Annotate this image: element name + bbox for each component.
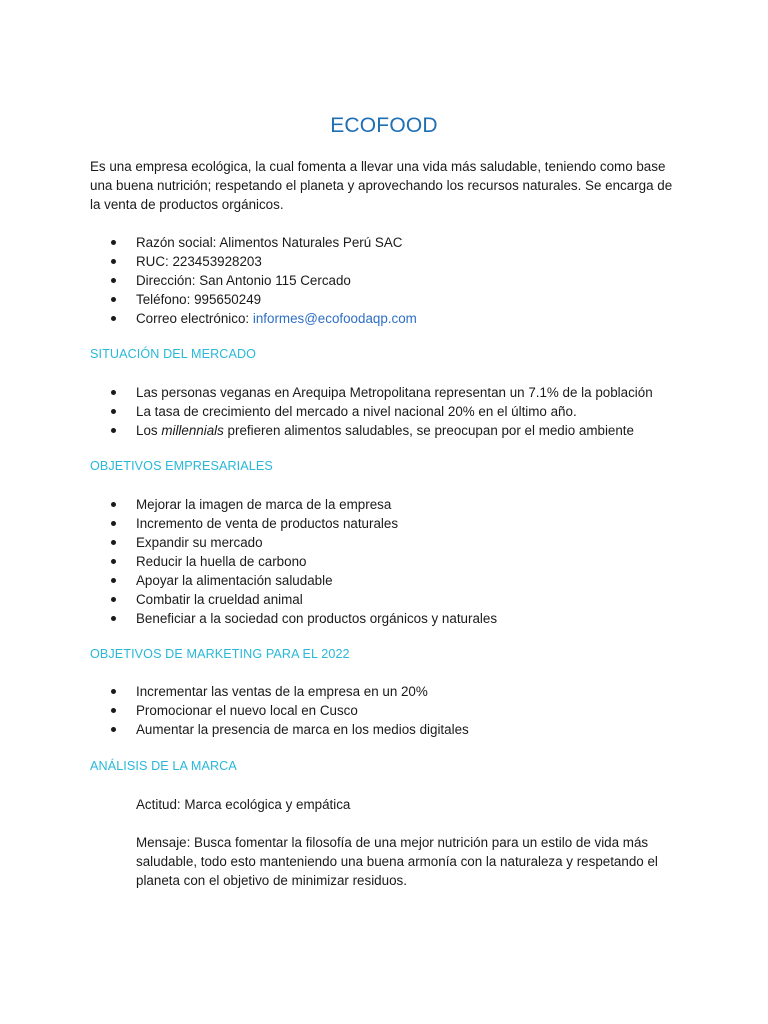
list-item: RUC: 223453928203 [90,252,417,271]
bullet-icon [111,559,116,564]
company-info-list [90,233,417,328]
bullet-icon [111,502,116,507]
bullet-icon [111,428,116,433]
list-item: Reducir la huella de carbono [90,552,497,571]
bullet-icon [111,316,116,321]
bullet-icon [111,708,116,713]
bullet-icon [111,521,116,526]
section-heading-objetivos-marketing: OBJETIVOS DE MARKETING PARA EL 2022 [90,647,350,661]
list-item: Los millennials prefieren alimentos saludables, se preocupan por el medio ambiente [90,421,653,440]
list-item: Expandir su mercado [90,533,497,552]
list-item: Promocionar el nuevo local en Cusco [90,701,469,720]
list-item: La tasa de crecimiento del mercado a nivel nacional 20% en el último año. [90,402,653,421]
email-link[interactable]: informes@ecofoodaqp.com [252,311,417,326]
bullet-icon [111,540,116,545]
bullet-icon [111,578,116,583]
bullet-icon [111,727,116,732]
section-heading-situacion: SITUACIÓN DEL MERCADO [90,347,257,361]
list-item: Incrementar las ventas de la empresa en un 20% [90,682,469,701]
list-item: Beneficiar a la sociedad con productos orgánicos y naturales [90,609,497,628]
list-item: Incremento de venta de productos naturales [90,514,497,533]
list-item: Aumentar la presencia de marca en los medios digitales [90,720,469,739]
list-item: Dirección: San Antonio 115 Cercado [90,271,417,290]
bullet-icon [111,278,116,283]
list-item: Razón social: Alimentos Naturales Perú SAC [90,233,417,252]
bullet-icon [111,409,116,414]
list-item: Mejorar la imagen de marca de la empresa [90,495,497,514]
document-title: ECOFOOD [330,114,438,137]
bullet-icon [111,259,116,264]
list-item: Teléfono: 995650249 [90,290,417,309]
bullet-icon [111,689,116,694]
list-item: Combatir la crueldad animal [90,590,497,609]
bullet-icon [111,240,116,245]
email-label: Correo electrónico: [136,311,253,326]
bullet-icon [111,616,116,621]
bullet-icon [111,597,116,602]
list-item: Las personas veganas en Arequipa Metropolitana representan un 7.1% de la población [90,383,653,402]
bullet-icon [111,297,116,302]
section-heading-objetivos-empresariales: OBJETIVOS EMPRESARIALES [90,459,273,473]
intro-paragraph: Es una empresa ecológica, la cual fomenta a llevar una vida más saludable, teniendo como base una buena nutrición; respetando el planeta y aprovechando los recursos naturales. Se encarga de la venta de productos orgánicos. [90,159,673,212]
objetivos-marketing-list [90,682,469,739]
list-item [90,309,417,328]
situacion-list [90,383,653,440]
actitud-text: Actitud: Marca ecológica y empática [136,797,351,812]
section-heading-analisis: ANÁLISIS DE LA MARCA [90,759,237,773]
objetivos-empresariales-list [90,495,497,628]
mensaje-text: Mensaje: Busca fomentar la filosofía de una mejor nutrición para un estilo de vida más saludable, todo esto manteniendo una buena armonía con la naturaleza y respetando el planeta con el objetivo de minimizar residuos. [136,835,658,888]
bullet-icon [111,390,116,395]
list-item: Apoyar la alimentación saludable [90,571,497,590]
emphasis-millennials: millennials [161,423,224,438]
